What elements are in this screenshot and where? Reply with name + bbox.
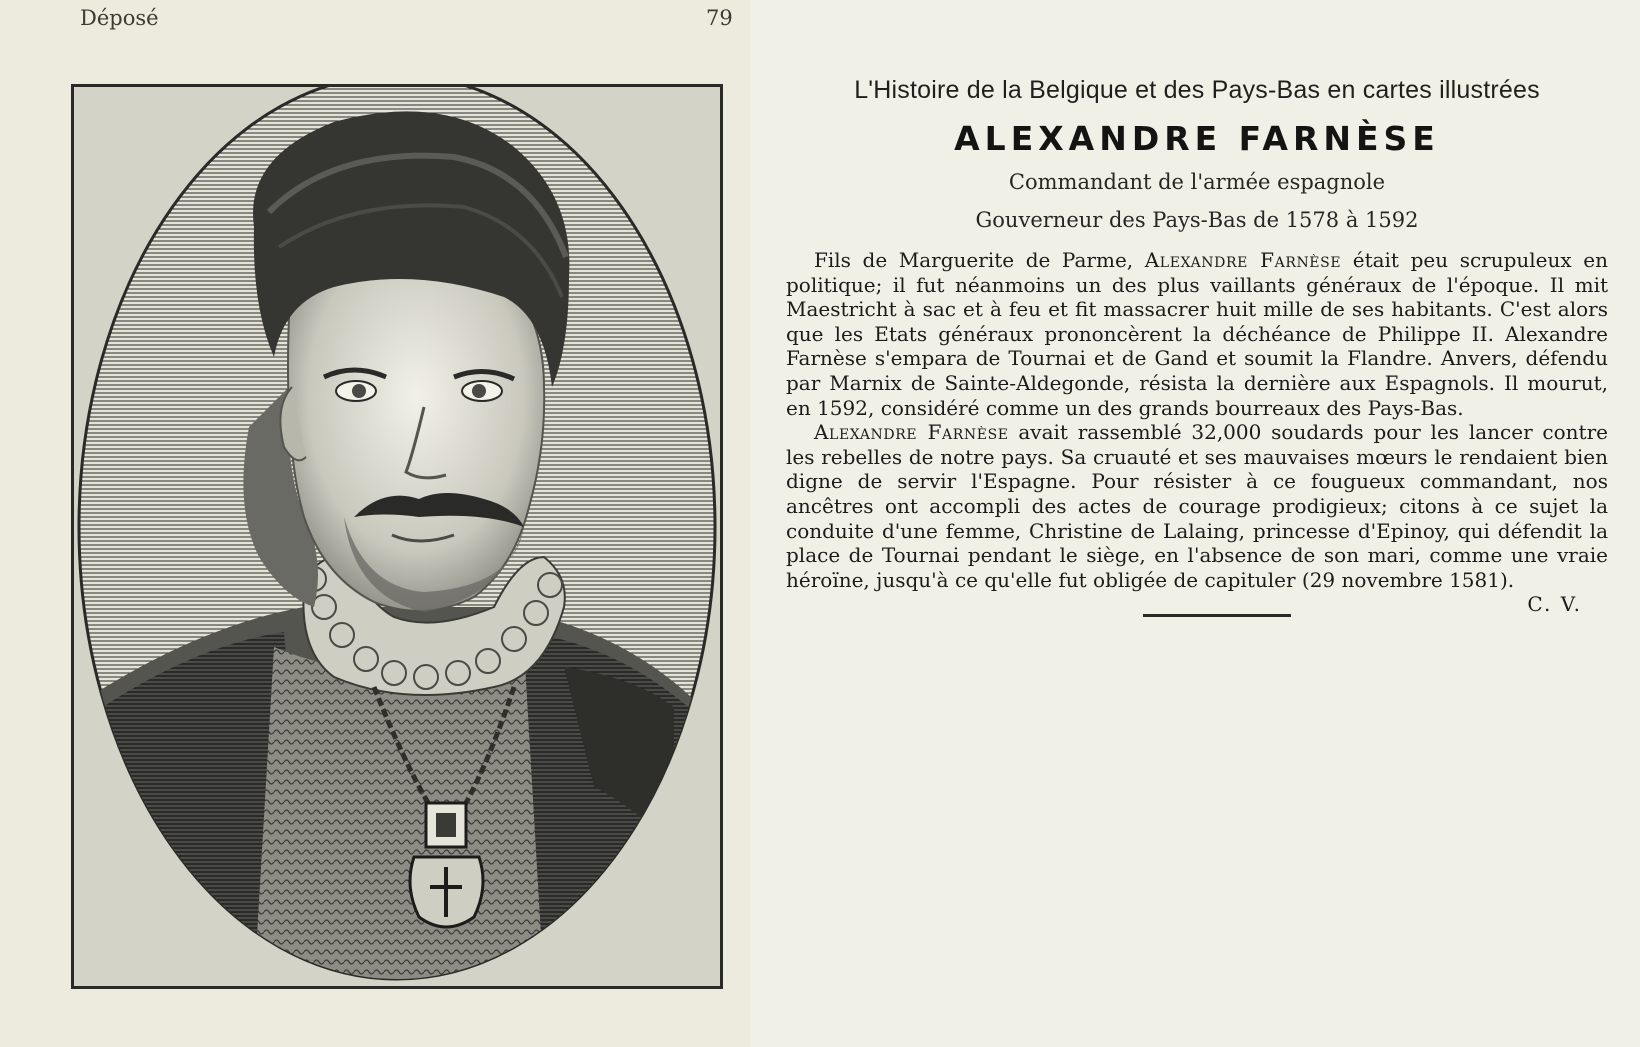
deposit-mark: Déposé: [80, 6, 159, 30]
paragraph-1-name: Alexandre Farnèse: [1144, 248, 1342, 272]
description-column: [786, 70, 1608, 617]
paragraph-2-name: Alexandre Farnèse: [814, 420, 1009, 445]
paragraph-1-lead: Fils de Marguerite de Parme,: [814, 248, 1145, 272]
portrait-illustration: [74, 87, 720, 986]
paragraph-2-text: avait rassemblé 32,000 soudards pour les lancer contre les rebelles de notre pays. Sa cruauté et ses mauvaises mœurs le rendaient bien digne de servir l'Espagne. Pour résister à ce fougueux commandant, nos ancêtres ont accompli des actes de courage prodigieux; citons à ce sujet la conduite d'une femme, Christine de Lalaing, princesse d'Epinoy, qui défendit la place de Tournai pendant le siège, en l'absence de son mari, comme une vraie héroïne, jusqu'à ce qu'elle fut obligée de capituler (29 novembre 1581).: [786, 420, 1608, 592]
subtitle-governor: Gouverneur des Pays-Bas de 1578 à 1592: [975, 208, 1419, 232]
closing-rule: [1143, 614, 1291, 617]
series-title: L'Histoire de la Belgique et des Pays-Bas en cartes illustrées: [854, 76, 1540, 104]
biography-paragraph-2: [786, 420, 1608, 617]
subtitle-role: Commandant de l'armée espagnole: [1008, 170, 1386, 194]
author-signature: C. V.: [1527, 592, 1582, 617]
biography-text: [786, 248, 1609, 617]
biography-paragraph-1: [786, 248, 1608, 420]
paragraph-1-text: était peu scrupuleux en politique; il fut néanmoins un des plus vaillants généraux de l'époque. Il mit Maestricht à sac et à feu et fit massacrer huit mille de ses habitants. C'est alors que les Etats généraux prononcèrent la déchéance de Philippe II. Alexandre Farnèse s'empara de Tournai et de Gand et soumit la Flandre. Anvers, défendu par Marnix de Sainte-Aldegonde, résista la dernière aux Espagnols. Il mourut, en 1592, considéré comme un des grands bourreaux des Pays-Bas.: [786, 248, 1609, 420]
page-number: 79: [706, 6, 733, 30]
person-name: ALEXANDRE FARNÈSE: [954, 119, 1440, 158]
portrait-engraving: [71, 84, 723, 989]
